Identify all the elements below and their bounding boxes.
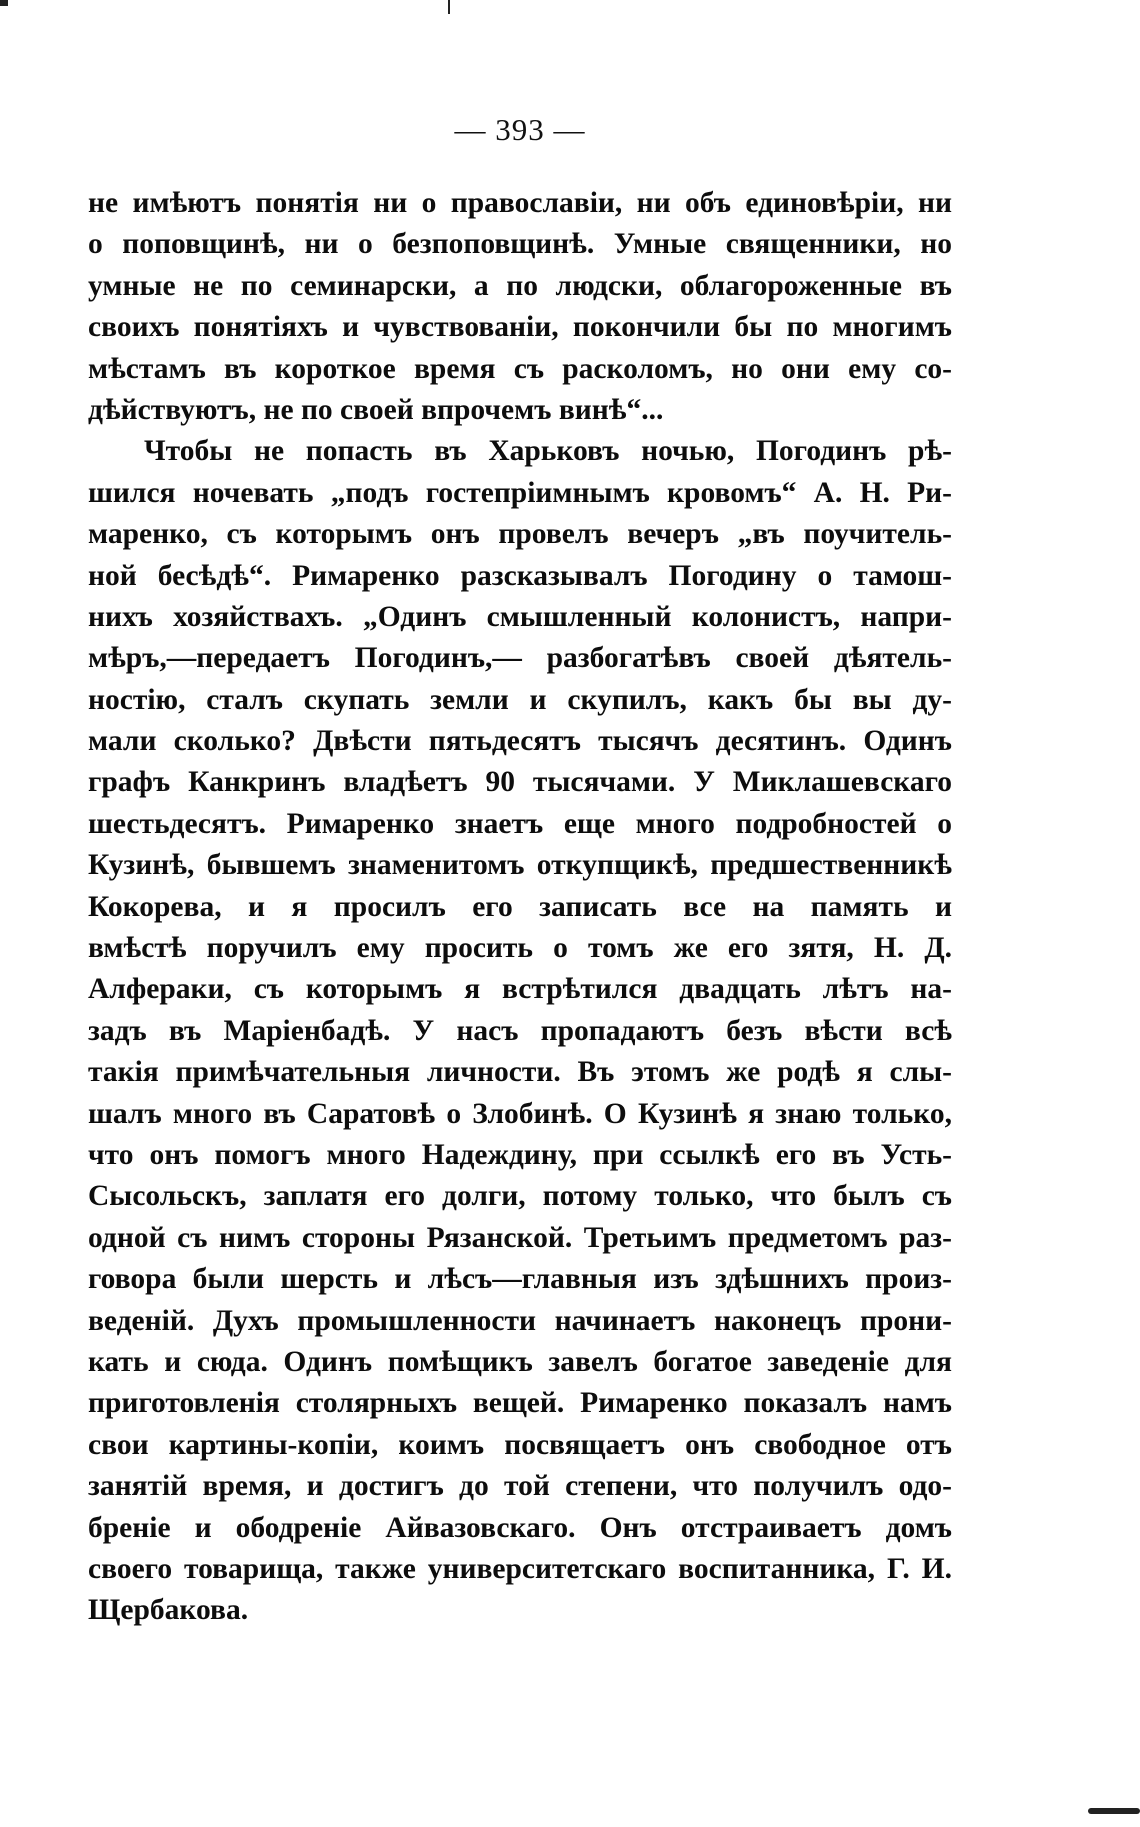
text-line: мѣръ,—передаетъ Погодинъ,— разбогатѣвъ своей дѣятель- <box>88 642 952 675</box>
page-number: — 393 — <box>454 112 586 147</box>
text-line: Сысольскъ, заплатя его долги, потому только, что былъ съ <box>88 1180 952 1213</box>
text-line: нихъ хозяйствахъ. „Одинъ смышленный колонистъ, напри- <box>88 600 952 633</box>
text-line: свои картины-копіи, коимъ посвящаетъ онъ свободное отъ <box>88 1428 952 1461</box>
text-line: веденій. Духъ промышленности начинаетъ наконецъ прони- <box>88 1304 952 1337</box>
text-line: шестьдесятъ. Римаренко знаетъ еще много подробностей о <box>88 807 952 840</box>
text-line: ной бесѣдѣ“. Римаренко разсказывалъ Погодину о тамош- <box>88 559 952 592</box>
text-line: дѣйствуютъ, не по своей впрочемъ винѣ“... <box>88 393 664 426</box>
text-line: такія примѣчательныя личности. Въ этомъ же родѣ я слы- <box>88 1056 952 1089</box>
text-line: мали сколько? Двѣсти пятьдесятъ тысячъ десятинъ. Одинъ <box>88 725 952 758</box>
text-line: Кузинѣ, бывшемъ знаменитомъ откупщикѣ, предшественникѣ <box>88 849 952 882</box>
paragraph-2 <box>88 431 952 1631</box>
text-line: умные не по семинарски, а по людски, облагороженные въ <box>88 269 952 302</box>
text-line: Щербакова. <box>88 1594 249 1627</box>
text-line: ностію, сталъ скупать земли и скупилъ, какъ бы вы ду- <box>88 683 952 716</box>
scan-artifact-bottom-right <box>1088 1808 1140 1814</box>
text-line: говора были шерсть и лѣсъ—главныя изъ здѣшнихъ произ- <box>88 1263 952 1296</box>
text-line: мѣстамъ въ короткое время съ расколомъ, но они ему со- <box>88 352 952 385</box>
scan-artifact-top <box>448 0 450 14</box>
text-line: приготовленія столярныхъ вещей. Римаренко показалъ намъ <box>88 1387 952 1420</box>
text-line: Алфераки, съ которымъ я встрѣтился двадцать лѣтъ на- <box>88 973 952 1006</box>
text-line: кать и сюда. Одинъ помѣщикъ завелъ богатое заведеніе для <box>88 1345 952 1378</box>
text-line: не имѣютъ понятія ни о православіи, ни объ единовѣріи, ни <box>88 187 952 219</box>
text-line: шился ночевать „подъ гостепріимнымъ кровомъ“ А. Н. Ри- <box>88 476 952 509</box>
text-line: одной съ нимъ стороны Рязанской. Третьимъ предметомъ раз- <box>88 1221 952 1254</box>
body-text <box>88 183 952 1632</box>
text-line: шалъ много въ Саратовѣ о Злобинѣ. О Кузинѣ я знаю только, <box>88 1097 952 1130</box>
text-line: Кокорева, и я просилъ его записать все на память и <box>88 890 952 923</box>
text-line: графъ Канкринъ владѣетъ 90 тысячами. У Миклашевскаго <box>88 766 952 799</box>
text-line: своего товарища, также университетскаго воспитанника, Г. И. <box>88 1552 952 1585</box>
text-line: вмѣстѣ поручилъ ему просить о томъ же его зятя, Н. Д. <box>88 932 952 965</box>
scan-artifact-top-left <box>0 0 8 6</box>
text-line: занятій время, и достигъ до той степени, что получилъ одо- <box>88 1470 952 1503</box>
text-line: Чтобы не попасть въ Харьковъ ночью, Погодинъ рѣ- <box>144 435 952 468</box>
text-line: маренко, съ которымъ онъ провелъ вечеръ „въ поучитель- <box>88 518 952 551</box>
text-line: своихъ понятіяхъ и чувствованіи, покончили бы по многимъ <box>88 311 952 344</box>
paragraph-1 <box>88 183 952 431</box>
text-line: бреніе и ободреніе Айвазовскаго. Онъ отстраиваетъ домъ <box>88 1511 952 1544</box>
text-line: что онъ помогъ много Надеждину, при ссылкѣ его въ Усть- <box>88 1138 952 1171</box>
text-line: о поповщинѣ, ни о безпоповщинѣ. Умные священники, но <box>88 228 952 261</box>
text-line: задъ въ Маріенбадѣ. У насъ пропадаютъ безъ вѣсти всѣ <box>88 1014 952 1047</box>
